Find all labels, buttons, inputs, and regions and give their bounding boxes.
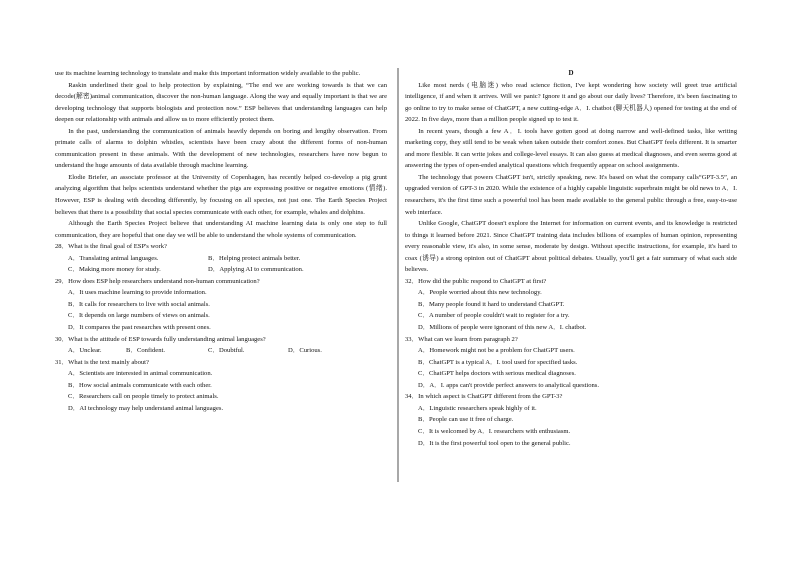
option-c: C．Making more money for study. xyxy=(68,266,161,274)
question-34 xyxy=(405,391,737,449)
option-d: D．Applying AI to communication. xyxy=(208,266,304,274)
option-d: D．Millions of people were ignorant of this new A．I. chatbot. xyxy=(418,324,587,332)
option-d: D．Curious. xyxy=(288,347,322,355)
passage-paragraph: In recent years, though a few A．I. tools have gotten good at doing narrow and well-defined tasks, like writing marketing copy, they still tend to be weak when taken outside their comfort zones. But ChatGPT feels different. It is smarter and more flexible. It can write jokes and college-level essays. It can also guess at medical diagnoses, and even seems good at answering the types of open-ended analytical questions which frequently appear on school assignments. xyxy=(405,127,737,170)
option-a: A．People worried about this new technology. xyxy=(418,289,542,297)
option-b: B．Many people found it hard to understand ChatGPT. xyxy=(418,300,565,308)
options-row xyxy=(55,264,387,276)
option-c: C．ChatGPT helps doctors with serious medical diagnoses. xyxy=(418,370,576,378)
option-a: A．It uses machine learning to provide information. xyxy=(68,289,207,297)
passage-paragraph: The technology that powers ChatGPT isn't, strictly speaking, new. It's based on what the company calls“GPT-3.5”, an upgraded version of GPT-3 in 2020. While the existence of a highly capable linguistic superbrain might be old news to A．I. researchers, it's the first time such a powerful tool has been made available to the general public through a free, easy-to-use web interface. xyxy=(405,173,737,216)
question-stem: 33．What can we learn from paragraph 2? xyxy=(405,335,518,343)
option-b: B．Helping protect animals better. xyxy=(208,254,301,262)
option-d: D．It compares the past researches with present ones. xyxy=(68,324,211,332)
option-c: C．Doubtful. xyxy=(208,347,245,355)
option-c: C．Researchers call on people timely to protect animals. xyxy=(68,393,219,401)
passage-paragraph: Although the Earth Species Project believe that understanding AI machine learning data is only one step to full communication, they are hopeful that one day we will be able to understand the whole systems of communication. xyxy=(55,220,387,239)
option-a: A．Homework might not be a problem for ChatGPT users. xyxy=(418,347,575,355)
option-a: A．Unclear. xyxy=(68,347,102,355)
passage-paragraph: use its machine learning technology to translate and make this important information widely available to the public. xyxy=(55,70,361,77)
option-a: A．Scientists are interested in animal communication. xyxy=(68,370,213,378)
right-column xyxy=(405,68,737,449)
question-28 xyxy=(55,241,387,276)
question-30 xyxy=(55,334,387,357)
question-32 xyxy=(405,276,737,334)
option-d: D．A．I. apps can't provide perfect answers to analytical questions. xyxy=(418,381,599,389)
options-row xyxy=(55,345,387,357)
option-b: B．People can use it free of charge. xyxy=(418,416,514,424)
option-d: D．AI technology may help understand animal languages. xyxy=(68,404,224,412)
column-divider xyxy=(397,68,399,482)
question-33 xyxy=(405,334,737,392)
question-stem: 29．How does ESP help researchers understand non-human communication? xyxy=(55,277,260,285)
question-29 xyxy=(55,276,387,334)
passage-paragraph: Like most nerds (电脑迷) who read science fiction, I've kept wondering how society will greet true artificial intelligence, if and when it arrives. Will we panic? Ignore it and go about our daily lives? Therefore, it's been fascinating to go online to try to make sense of ChatGPT, a new cutting-edge A．I. chatbot (聊天机器人) opened for testing at the end of 2022. In five days, more than a million people signed up to test it. xyxy=(405,81,737,124)
passage-paragraph: Unlike Google, ChatGPT doesn't explore the Internet for information on current events, and its knowledge is restricted to things it learned before 2021. Since ChatGPT training data includes billions of examples of human opinion, representing every reasonable view, it's also, in some sense, moderate by design. Without specific instructions, for example, it's hard to coax (诱导) a strong opinion out of ChatGPT about political debates. Usually, you'll get a fair summary of what each side believes. xyxy=(405,220,737,274)
passage-paragraph: Elodie Briefer, an associate professor at the University of Copenhagen, has recently helped co-develop a pig grunt analyzing algorithm that helps scientists understand whether the pigs are expressing positive or negative emotions (情绪). However, ESP is dealing with decoding differently, by focusing on all species, not just one. The Earth Species Project believes that there is a possibility that social species communicate with each other, for example, whales and dolphins. xyxy=(55,173,387,216)
passage-paragraph: In the past, understanding the communication of animals heavily depends on boring and lengthy observation. From primate calls of alarms to dolphin whistles, scientists have been crazy about the different forms of non-human communication present in these animals. With the development of new technologies, researchers have now begun to understand the huge amounts of data available through machine learning. xyxy=(55,127,387,170)
option-c: C．It depends on large numbers of views on animals. xyxy=(68,312,210,320)
option-a: A．Linguistic researchers speak highly of it. xyxy=(418,404,537,412)
option-c: C．A number of people couldn't wait to register for a try. xyxy=(418,312,570,320)
option-a: A．Translating animal languages. xyxy=(68,254,159,262)
option-b: B．Confident. xyxy=(126,347,166,355)
option-b: B．How social animals communicate with each other. xyxy=(68,381,212,389)
question-stem: 34．In which aspect is ChatGPT different from the GPT-3? xyxy=(405,393,563,401)
option-d: D．It is the first powerful tool open to the general public. xyxy=(418,439,571,447)
option-b: B．ChatGPT is a typical A．I. tool used for specified tasks. xyxy=(418,358,578,366)
question-stem: 30．What is the attitude of ESP towards fully understanding animal languages? xyxy=(55,335,266,343)
option-c: C．It is welcomed by A．I. researchers with enthusiasm. xyxy=(418,427,571,435)
options-row xyxy=(55,253,387,265)
question-31 xyxy=(55,357,387,415)
question-stem: 31．What is the text mainly about? xyxy=(55,358,149,366)
question-stem: 32．How did the public respond to ChatGPT at first? xyxy=(405,277,547,285)
left-column xyxy=(55,68,387,414)
passage-paragraph: Raskin underlined their goal to help protection by explaining, “The end we are working towards is that we can decode(解密)animal communication, discover the non-human language. Along the way and equally important is that we are developing technology that supports biologists and protection now.” ESP believes that understanding languages can help deepen our relationship with animals and allow us to more efficiently protect them. xyxy=(55,81,387,124)
section-title: D xyxy=(568,69,574,77)
question-stem: 28．What is the final goal of ESP's work? xyxy=(55,243,167,251)
option-b: B．It calls for researchers to live with social animals. xyxy=(68,300,210,308)
